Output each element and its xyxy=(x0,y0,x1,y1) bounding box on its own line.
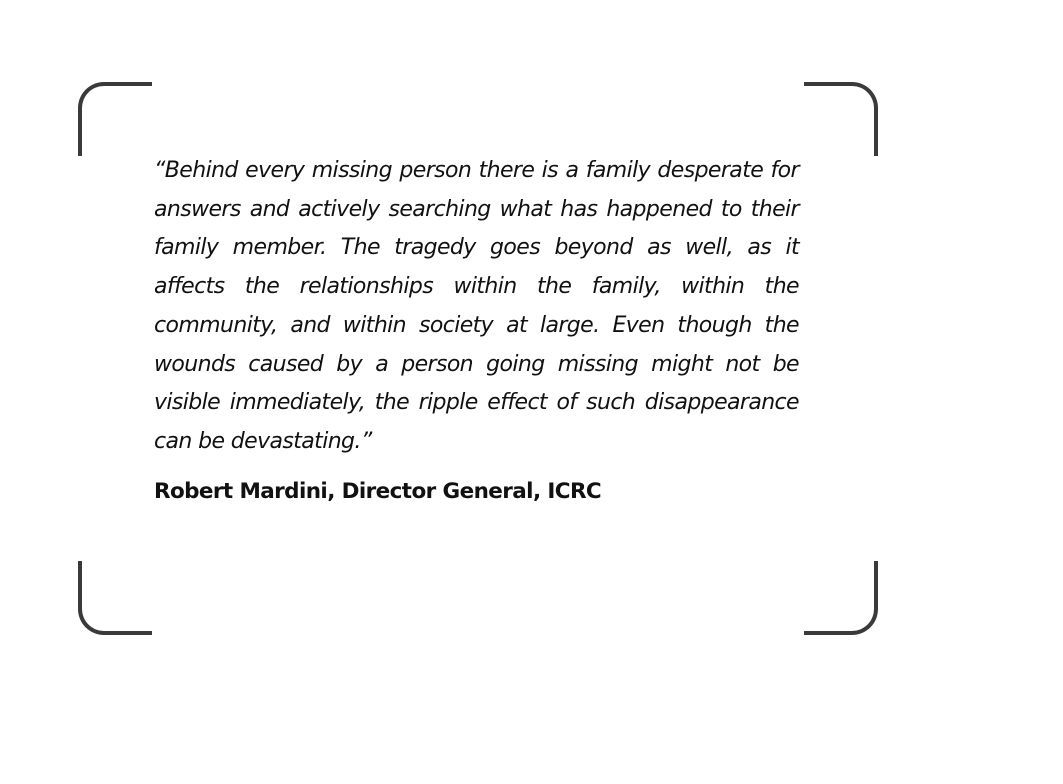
frame-corner-top-left xyxy=(78,82,152,156)
frame-corner-bottom-right xyxy=(804,561,878,635)
quote-attribution: Robert Mardini, Director General, ICRC xyxy=(154,478,602,504)
frame-corner-top-right xyxy=(804,82,878,156)
frame-corner-bottom-left xyxy=(78,561,152,635)
quote-block xyxy=(154,152,799,508)
quote-text: “Behind every missing person there is a family desperate for answers and actively searching what has happened to their family member. The tragedy goes beyond as well, as it affects the relationships within the family, within the community, and within society at large. Even though the wounds caused by a person going missing might not be visible immediately, the ripple effect of such disappearance can be devastating.” xyxy=(154,158,799,454)
